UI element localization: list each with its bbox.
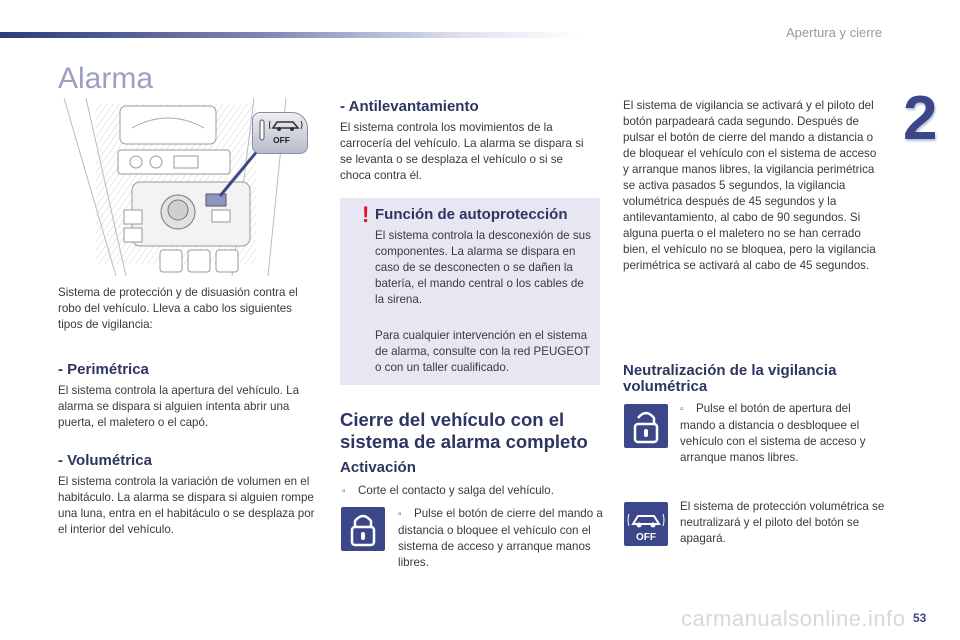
neutralizacion-step bbox=[680, 401, 885, 466]
autoproteccion-box bbox=[340, 198, 600, 385]
autoproteccion-text-2: Para cualquier intervención en el sistema de alarma, consulte con la red PEUGEOT o con un taller cualificado. bbox=[375, 329, 591, 374]
page-title: Alarma bbox=[58, 62, 154, 95]
bullet-icon: ▫ bbox=[342, 486, 346, 497]
footer-watermark: carmanualsonline.info bbox=[681, 606, 906, 631]
autoproteccion-text-1: El sistema controla la desconexión de sus componentes. La alarma se dispara en caso de se desconecten o se dañen la batería, el mando central o los cables de la sirena. bbox=[375, 229, 591, 306]
page-number: 53 bbox=[913, 611, 927, 625]
neutralizacion-result: El sistema de protección volumétrica se neutralizará y el piloto del botón se apagará. bbox=[680, 500, 885, 545]
unlock-button-icon bbox=[624, 404, 668, 448]
header-bar bbox=[0, 32, 580, 38]
bullet-icon: ▫ bbox=[398, 509, 402, 520]
alarm-off-icon bbox=[624, 502, 668, 546]
neutralizacion-step-text: Pulse el botón de apertura del mando a distancia o desbloquee el vehículo con el sistema de acceso y arranque manos libres. bbox=[680, 402, 866, 464]
neutralizacion-heading: Neutralización de la vigilancia volumétrica bbox=[623, 362, 837, 395]
intro-text: Sistema de protección y de disuasión contra el robo del vehículo. Lleva a cabo los siguientes tipos de vigilancia: bbox=[58, 286, 298, 331]
warning-icon: ! bbox=[362, 202, 370, 227]
indicator-light-icon bbox=[257, 119, 267, 141]
alarm-off-icon-label: OFF bbox=[636, 532, 656, 543]
activacion-step-2-text: Pulse el botón de cierre del mando a distancia o bloquee el vehículo con el sistema de acceso y arranque manos libres. bbox=[398, 507, 603, 569]
bullet-icon: ▫ bbox=[680, 404, 684, 415]
perimetrica-heading: - Perimétrica bbox=[58, 361, 149, 378]
vigilancia-text: El sistema de vigilancia se activará y el piloto del botón parpadeará cada segundo. Después de pulsar el botón de cierre del mando a distancia o de bloquear el vehículo con el sistema de acceso y arranque manos libres, la vigilancia perimétrica se activa pasados 5 segundos, la vigilancia volumétrica después de 45 segundos y la antilevantamiento, al cabo de 90 segundos. Si alguna puerta o el maletero no se han cerrado bien, el vehículo no se bloquea, pero la vigilancia perimétrica se activará al cabo de 45 segundos. bbox=[623, 99, 877, 272]
alarm-off-button-callout bbox=[252, 112, 308, 154]
off-label: OFF bbox=[273, 135, 290, 145]
activacion-step-1-text: Corte el contacto y salga del vehículo. bbox=[358, 484, 554, 497]
volumetrica-text: El sistema controla la variación de volumen en el habitáculo. La alarma se dispara si alguien rompe una luna, entra en el habitáculo o se desplaza por el interior del vehículo. bbox=[58, 475, 315, 536]
activacion-heading: Activación bbox=[340, 459, 416, 476]
antilevantamiento-heading: - Antilevantamiento bbox=[340, 98, 479, 115]
lock-button-icon bbox=[341, 507, 385, 551]
activacion-step-2 bbox=[398, 506, 603, 571]
car-alarm-icon bbox=[269, 118, 303, 132]
perimetrica-text: El sistema controla la apertura del vehículo. La alarma se dispara si alguien intenta abrir una puerta, el maletero o el capó. bbox=[58, 384, 300, 429]
cierre-heading: Cierre del vehículo con el sistema de alarma completo bbox=[340, 409, 588, 452]
chapter-number: 2 bbox=[903, 84, 938, 153]
volumetrica-heading: - Volumétrica bbox=[58, 452, 152, 469]
activacion-step-1 bbox=[342, 483, 602, 500]
section-name: Apertura y cierre bbox=[786, 25, 883, 40]
autoproteccion-heading: Función de autoprotección bbox=[375, 206, 568, 223]
antilevantamiento-text: El sistema controla los movimientos de la carrocería del vehículo. La alarma se dispara si se levanta o se desplaza el vehículo o si se choca contra él. bbox=[340, 121, 584, 182]
